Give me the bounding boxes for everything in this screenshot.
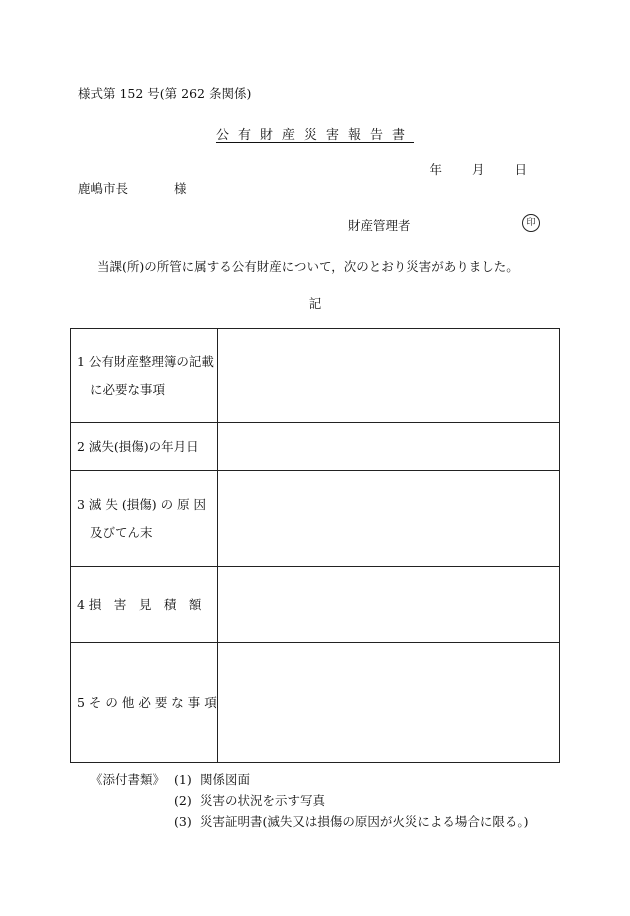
attachments-heading: 《添付書類》 (90, 772, 166, 787)
row-value-cell[interactable] (218, 471, 560, 567)
document-title: 公有財産災害報告書 (215, 128, 414, 143)
addressee-line (78, 179, 187, 197)
form-number: 様式第 152 号(第 262 条関係) (78, 86, 252, 101)
attachment-item (174, 791, 325, 809)
property-manager-label: 財産管理者 (348, 218, 411, 233)
row-label-line: 及びてん末 (90, 524, 153, 540)
table-row (71, 567, 560, 643)
date-year-label: 年 (429, 162, 442, 177)
ki-heading: 記 (308, 296, 322, 311)
row-label-line: に必要な事項 (90, 381, 166, 397)
attachment-number: (1) (174, 772, 192, 787)
row-label-line: 4 損 害 見 積 額 (77, 596, 202, 612)
report-table (70, 328, 560, 763)
date-month-label: 月 (471, 162, 485, 177)
table-row (71, 423, 560, 471)
statement-text: 当課(所)の所管に属する公有財産について，次のとおり災害がありました。 (97, 259, 519, 274)
row-value-cell[interactable] (218, 423, 560, 471)
attachment-text: 関係図面 (200, 772, 251, 787)
row-label-line: 3 滅 失 (損傷) の 原 因 (77, 496, 207, 512)
attachment-number: (2) (174, 793, 192, 808)
attachment-item (174, 812, 529, 830)
table-row (71, 471, 560, 567)
row-label (71, 423, 218, 471)
row-label (71, 567, 218, 643)
addressee-honorific: 様 (174, 181, 187, 196)
attachment-number: (3) (174, 814, 192, 829)
row-label-line: 5 そ の 他 必 要 な 事 項 (77, 694, 217, 710)
row-label (71, 643, 218, 763)
attachment-text: 災害の状況を示す写真 (200, 793, 326, 808)
table-row (71, 329, 560, 423)
table-row (71, 643, 560, 763)
row-label (71, 471, 218, 567)
row-value-cell[interactable] (218, 643, 560, 763)
date-line (403, 160, 527, 178)
row-label-line: 1 公有財産整理簿の記載 (77, 353, 214, 369)
addressee-name: 鹿嶋市長 (78, 181, 129, 196)
attachment-text: 災害証明書(滅失又は損傷の原因が火災による場合に限る。) (200, 814, 529, 829)
attachment-item (174, 770, 250, 788)
row-value-cell[interactable] (218, 567, 560, 643)
document-title-container (0, 124, 630, 143)
row-label (71, 329, 218, 423)
row-value-cell[interactable] (218, 329, 560, 423)
seal-mark-icon: 印 (522, 214, 540, 232)
date-day-label: 日 (514, 162, 527, 177)
row-label-line: 2 滅失(損傷)の年月日 (77, 438, 199, 454)
